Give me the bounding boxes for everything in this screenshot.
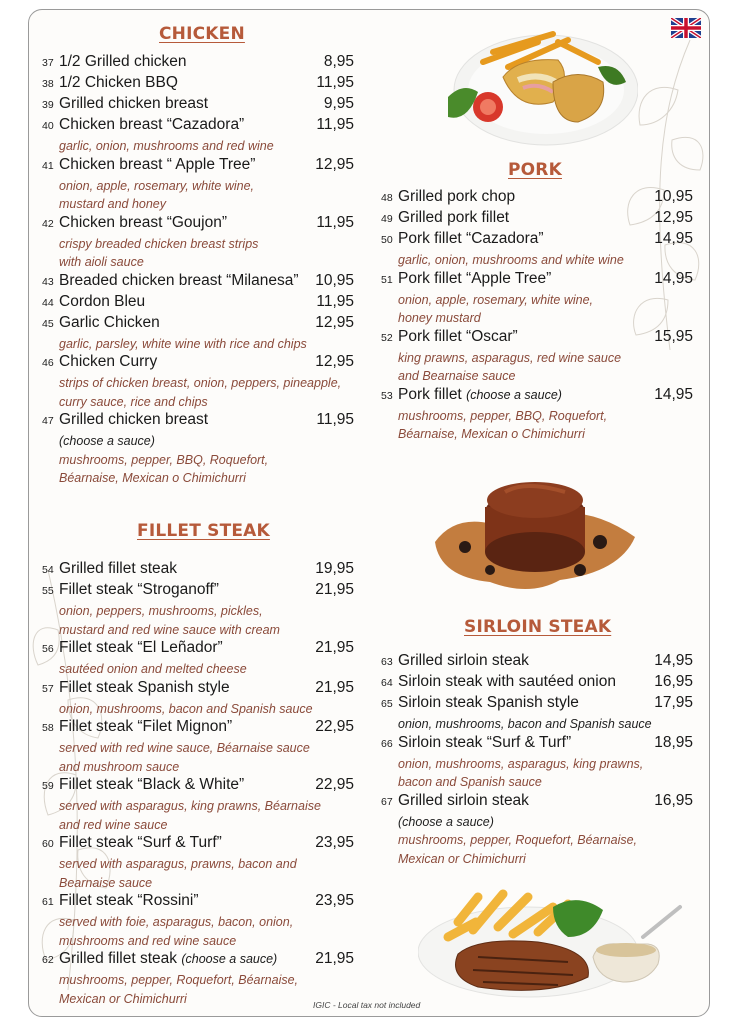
chicken-section-title: CHICKEN [159,24,245,44]
item-name-text: Garlic Chicken [59,313,160,331]
item-number: 57 [42,682,54,695]
pork-list [381,188,693,444]
item-description: mushrooms, pepper, Roquefort, Béarnaise, [59,973,299,987]
item-name-text: Pork fillet [398,385,462,403]
item-price: 18,95 [654,733,693,751]
menu-item[interactable] [42,272,354,293]
item-number: 51 [381,273,393,286]
item-number: 37 [42,57,54,69]
sirloin-steak-list [381,652,693,868]
item-description: Mexican or Chimichurri [59,991,187,1006]
chicken-cordon-bleu-photo [438,22,638,152]
item-price: 15,95 [654,327,693,345]
item-price: 14,95 [654,652,693,669]
item-description: mustard and honey [59,197,167,211]
item-number: 53 [381,389,393,402]
menu-item-line [42,95,354,116]
item-name-text: Fillet steak “El Leñador” [59,639,223,656]
item-description: onion, mushrooms, asparagus, king prawns, [398,756,644,771]
menu-item-line [42,834,354,855]
menu-item-line [42,74,354,95]
sirloin-steak-photo [418,882,688,1002]
item-name [59,272,315,290]
item-name [398,652,654,670]
item-number: 38 [42,78,54,90]
item-name-text: Fillet steak “Black & White” [59,776,245,793]
item-name [59,560,315,578]
menu-item[interactable] [381,673,693,694]
item-name [59,639,315,657]
item-description: onion, apple, rosemary, white wine, [59,178,255,193]
menu-item-line [42,581,354,602]
menu-item-line [381,652,693,673]
menu-item[interactable] [381,652,693,673]
menu-item-line [381,673,693,694]
item-price: 23,95 [315,834,354,851]
item-name [59,74,316,92]
item-description: mushrooms and red wine sauce [59,933,237,948]
item-name-text: 1/2 Chicken BBQ [59,74,178,91]
item-number: 45 [42,317,54,330]
fillet-steak-list [42,560,354,1008]
item-description: served with red wine sauce, Béarnaise sauce [59,741,310,755]
item-name [59,53,324,71]
item-price: 21,95 [315,678,354,696]
item-description: garlic, parsley, white wine with rice and chips [59,336,307,351]
item-name-text: Pork fillet “Oscar” [398,327,518,345]
item-price: 22,95 [315,776,354,793]
item-description: and Bearnaise sauce [398,369,516,383]
menu-item[interactable] [42,353,354,411]
menu-item[interactable] [381,209,693,230]
item-number: 41 [42,159,54,172]
item-description: sautéed onion and melted cheese [59,662,247,676]
item-price: 12,95 [654,209,693,226]
item-description: crispy breaded chicken breast strips [59,236,259,251]
item-name-text: Grilled chicken breast [59,411,209,428]
menu-item[interactable] [42,776,354,834]
item-price: 11,95 [316,292,354,310]
item-sauce-hint: (choose a sauce) [181,952,278,966]
item-name-text: Sirloin steak Spanish style [398,694,579,711]
menu-item-line [42,892,354,913]
fillet-steak-photo [430,452,645,597]
menu-item[interactable] [381,694,693,734]
item-name [59,293,316,311]
item-name [59,116,316,134]
menu-item-line [42,156,354,177]
menu-item-line [42,314,354,335]
item-description: strips of chicken breast, onion, peppers, pineapple, [59,376,342,390]
menu-item[interactable] [42,718,354,776]
pork-section-title: PORK [508,160,562,180]
item-description: served with asparagus, king prawns, Béarnaise [59,799,321,813]
item-description: onion, mushrooms, bacon and Spanish sauce [398,717,652,731]
menu-item[interactable] [42,293,354,314]
menu-item[interactable] [42,834,354,892]
item-name [59,95,324,113]
item-name [59,892,315,910]
item-number: 46 [42,357,54,369]
item-name [59,214,316,232]
item-price: 8,95 [323,53,354,70]
item-description: served with foie, asparagus, bacon, onion, [59,915,294,929]
item-description: bacon and Spanish sauce [398,775,542,789]
item-price: 10,95 [315,271,354,289]
menu-item-line [381,270,693,291]
item-number: 67 [381,795,393,808]
menu-item-line [381,694,693,715]
menu-item-line [381,386,693,407]
menu-item[interactable] [42,581,354,639]
menu-item[interactable] [42,639,354,679]
menu-item[interactable] [42,950,354,1008]
item-price: 21,95 [315,950,354,967]
item-name [59,950,315,968]
menu-item[interactable] [42,95,354,116]
item-name-text: 1/2 Grilled chicken [59,53,187,70]
item-name-text: Breaded chicken breast “Milanesa” [59,271,299,289]
item-number: 60 [42,838,54,850]
menu-item[interactable] [42,411,354,488]
item-name [59,581,315,599]
item-name-text: Sirloin steak “Surf & Turf” [398,733,572,751]
item-description: and red wine sauce [59,817,168,832]
item-name-text: Grilled pork chop [398,188,516,205]
item-name [398,188,654,206]
item-name [398,209,654,227]
item-name [59,353,315,371]
item-description: honey mustard [398,311,481,325]
item-name-text: Pork fillet “Apple Tree” [398,269,552,287]
item-number: 55 [42,585,54,597]
item-price: 14,95 [654,385,693,403]
menu-item[interactable] [42,116,354,156]
menu-item[interactable] [381,328,693,386]
item-description: garlic, onion, mushrooms and white wine [398,253,624,267]
item-name [398,328,654,346]
item-price: 9,95 [323,95,354,112]
item-name [398,673,654,691]
item-description: onion, mushrooms, bacon and Spanish sauce [59,701,313,716]
item-description: mushrooms, pepper, Roquefort, Béarnaise, [398,833,638,847]
item-description: served with asparagus, prawns, bacon and [59,857,297,871]
item-name-text: Grilled sirloin steak [398,791,529,809]
menu-item-line [42,560,354,581]
item-price: 23,95 [315,892,354,909]
menu-item-line [42,293,354,314]
item-description: onion, peppers, mushrooms, pickles, [59,604,263,618]
menu-item-line [381,734,693,755]
menu-item-line [42,950,354,971]
item-price: 21,95 [315,639,354,656]
item-price: 10,95 [654,188,693,205]
item-name-text: Grilled fillet steak [59,950,178,967]
menu-item-line [42,718,354,739]
item-name-text: Grilled chicken breast [59,95,209,112]
item-number: 49 [381,213,393,225]
item-price: 11,95 [316,74,354,91]
item-name-text: Pork fillet “Cazadora” [398,230,544,247]
menu-item[interactable] [42,214,354,272]
item-name [59,776,315,794]
item-price: 12,95 [315,353,354,370]
menu-item[interactable] [42,892,354,950]
menu-item-line [42,272,354,293]
menu-item[interactable] [381,230,693,270]
menu-item-line [42,639,354,660]
item-number: 40 [42,120,54,132]
item-name-text: Chicken Curry [59,353,158,370]
item-price: 11,95 [316,411,354,428]
item-description: Béarnaise, Mexican o Chimichurri [398,427,585,441]
menu-item[interactable] [42,314,354,354]
item-name [398,270,654,288]
item-name-text: Fillet steak “Stroganoff” [59,581,219,598]
item-description: Mexican or Chimichurri [398,851,526,866]
item-number: 64 [381,677,393,689]
menu-item[interactable] [42,156,354,214]
item-name-text: Chicken breast “Cazadora” [59,116,245,133]
item-name [59,314,315,332]
item-price: 14,95 [654,230,693,247]
item-name-text: Fillet steak “Rossini” [59,892,199,909]
item-number: 47 [42,415,54,427]
item-sauce-hint: (choose a sauce) [466,387,562,402]
menu-item[interactable] [381,386,693,444]
item-number: 48 [381,192,393,204]
item-number: 61 [42,896,54,908]
item-name-text: Sirloin steak with sautéed onion [398,673,616,690]
item-price: 12,95 [315,155,354,173]
item-number: 52 [381,331,393,344]
item-name-text: Chicken breast “ Apple Tree” [59,155,256,173]
item-name-text: Fillet steak Spanish style [59,678,230,696]
item-number: 42 [42,217,54,230]
item-price: 12,95 [315,313,354,331]
item-price: 16,95 [654,673,693,690]
item-price: 21,95 [315,581,354,598]
sirloin-steak-section-title: SIRLOIN STEAK [464,617,612,637]
item-price: 11,95 [316,116,354,133]
menu-item-line [42,53,354,74]
item-price: 16,95 [654,791,693,809]
item-description: onion, apple, rosemary, white wine, [398,292,594,307]
item-name-text: Chicken breast “Goujon” [59,213,227,231]
item-number: 62 [42,954,54,966]
item-price: 11,95 [316,213,354,231]
item-description: garlic, onion, mushrooms and red wine [59,139,274,153]
uk-flag-icon[interactable] [671,18,701,38]
fillet-steak-section-title: FILLET STEAK [137,521,270,541]
item-name [59,834,315,852]
item-description: and mushroom sauce [59,759,180,774]
item-number: 44 [42,296,54,309]
menu-item-line [42,776,354,797]
menu-item-line [381,188,693,209]
item-price: 14,95 [654,269,693,287]
item-price: 19,95 [315,560,354,577]
item-name [59,156,315,174]
item-description: curry sauce, rice and chips [59,394,208,409]
item-name [398,230,654,248]
menu-item[interactable] [381,734,693,792]
item-name [398,792,654,810]
item-number: 65 [381,698,393,710]
item-number: 50 [381,234,393,246]
item-name-text: Fillet steak “Filet Mignon” [59,718,233,735]
item-name-text: Cordon Bleu [59,292,146,310]
menu-item[interactable] [42,53,354,74]
menu-item[interactable] [381,270,693,328]
item-number: 39 [42,99,54,111]
item-description: Bearnaise sauce [59,875,153,890]
item-number: 56 [42,643,54,655]
item-sauce-hint: (choose a sauce) [59,434,155,448]
menu-item-line [42,411,354,432]
item-name [398,386,654,404]
item-description: mushrooms, pepper, BBQ, Roquefort, [59,452,269,467]
item-number: 63 [381,656,393,668]
item-description: king prawns, asparagus, red wine sauce [398,350,622,365]
item-name [59,679,315,697]
menu-item-line [42,116,354,137]
item-description: mushrooms, pepper, BBQ, Roquefort, [398,408,608,423]
item-name-text: Grilled sirloin steak [398,652,529,669]
item-sauce-hint: (choose a sauce) [398,814,494,829]
item-number: 58 [42,722,54,734]
chicken-list [42,53,354,488]
item-name-text: Fillet steak “Surf & Turf” [59,834,222,851]
item-name-text: Grilled pork fillet [398,209,510,226]
item-price: 17,95 [654,694,693,711]
item-name [398,694,654,712]
menu-item[interactable] [42,74,354,95]
item-description: Béarnaise, Mexican o Chimichurri [59,471,246,485]
menu-item-line [42,679,354,700]
menu-item[interactable] [42,679,354,719]
menu-item-line [42,353,354,374]
item-description: with aioli sauce [59,255,144,269]
menu-item-line [381,209,693,230]
menu-item[interactable] [42,560,354,581]
menu-item-line [381,328,693,349]
menu-item-line [381,230,693,251]
item-name [59,718,315,736]
menu-item[interactable] [381,188,693,209]
menu-item[interactable] [381,792,693,869]
item-price: 22,95 [315,718,354,735]
menu-item-line [381,792,693,813]
item-name [398,734,654,752]
item-name-text: Grilled fillet steak [59,560,178,577]
item-name [59,411,316,429]
menu-item-line [42,214,354,235]
item-number: 54 [42,564,54,576]
item-number: 59 [42,780,54,792]
tax-note: IGIC - Local tax not included [313,1000,421,1010]
item-description: mustard and red wine sauce with cream [59,622,280,637]
item-number: 66 [381,737,393,750]
item-number: 43 [42,275,54,288]
